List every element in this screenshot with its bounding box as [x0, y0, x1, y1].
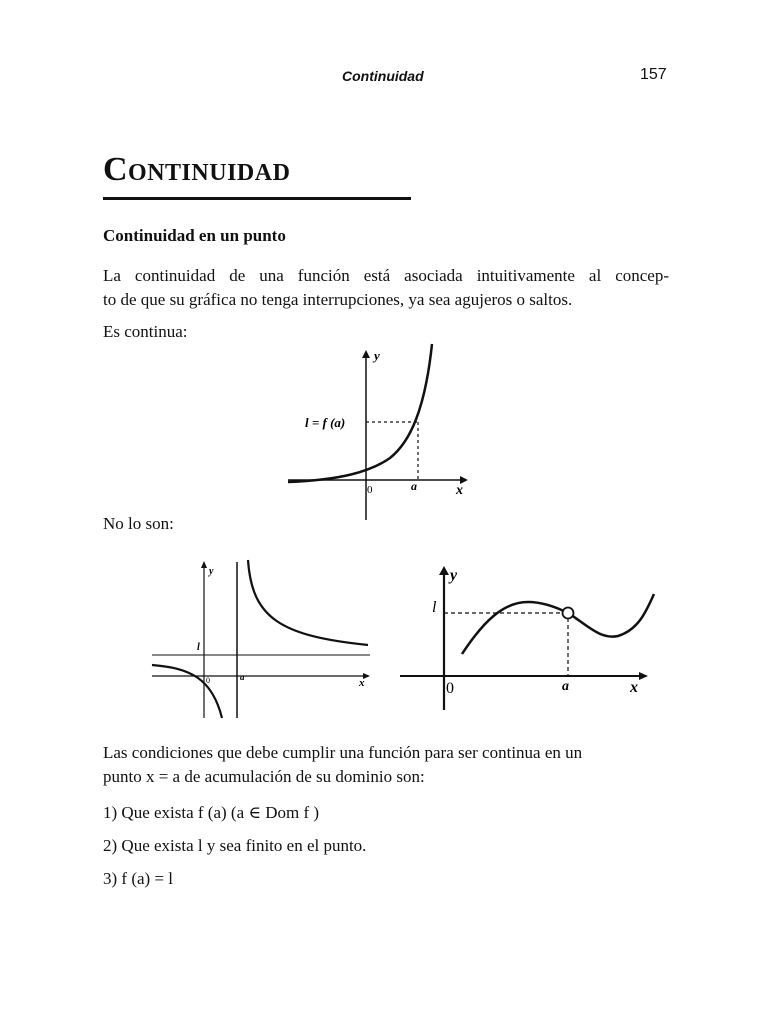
chapter-title: Continuidad — [103, 151, 291, 188]
fig2-origin-label: 0 — [206, 676, 210, 685]
figure-asymptote-discontinuity — [150, 558, 375, 720]
conditions-line-2: punto x = a de acumulación de su dominio son: — [103, 767, 425, 786]
intro-line-2: to de que su gráfica no tenga interrupciones, ya sea agujeros o saltos. — [103, 290, 573, 309]
fig1-y-label: y — [374, 348, 380, 363]
fig1-curve — [288, 344, 432, 482]
fig1-l-label: l = f (a) — [305, 415, 346, 430]
fig1-y-arrow-icon — [362, 350, 370, 358]
fig2-x-label: x — [359, 677, 365, 689]
continuous-label: Es continua: — [103, 322, 188, 341]
running-header — [0, 66, 768, 86]
fig2-l-label: l — [197, 642, 200, 653]
fig3-x-arrow-icon — [639, 672, 648, 680]
page-number: 157 — [640, 66, 667, 83]
fig3-origin-label: 0 — [446, 680, 454, 697]
fig3-x-label: x — [630, 679, 638, 696]
condition-item-1: 1) Que exista f (a) (a ∈ Dom f ) — [103, 803, 320, 822]
fig1-origin-label: 0 — [367, 484, 373, 496]
not-continuous-label: No lo son: — [103, 514, 174, 533]
conditions-paragraph — [103, 741, 669, 789]
running-title: Continuidad — [342, 68, 424, 84]
figure-removable-discontinuity — [398, 562, 658, 712]
condition-item-3: 3) f (a) = l — [103, 869, 174, 888]
fig2-y-label: y — [209, 566, 214, 577]
fig2-a-label: a — [240, 672, 245, 682]
chapter-title-rule — [103, 197, 411, 200]
fig1-a-label: a — [411, 479, 417, 493]
fig2-y-arrow-icon — [201, 561, 207, 568]
condition-item-2: 2) Que exista l y sea finito en el punto. — [103, 836, 367, 855]
section-heading: Continuidad en un punto — [103, 226, 286, 245]
figure-continuous-function — [280, 340, 480, 525]
fig3-l-label: l — [432, 599, 437, 616]
conditions-line-1: Las condiciones que debe cumplir una función para ser continua en un — [103, 743, 583, 762]
fig3-a-label: a — [562, 679, 569, 694]
fig3-y-label: y — [450, 567, 458, 584]
fig2-right-branch — [248, 560, 368, 645]
fig2-left-branch — [152, 665, 222, 718]
fig1-x-label: x — [456, 483, 463, 498]
fig3-y-arrow-icon — [439, 566, 449, 575]
fig3-curve — [462, 594, 654, 654]
fig3-hole-marker — [563, 608, 574, 619]
intro-line-1: La continuidad de una función está asociada intuitivamente al concep- — [103, 266, 669, 285]
intro-paragraph — [103, 264, 669, 312]
